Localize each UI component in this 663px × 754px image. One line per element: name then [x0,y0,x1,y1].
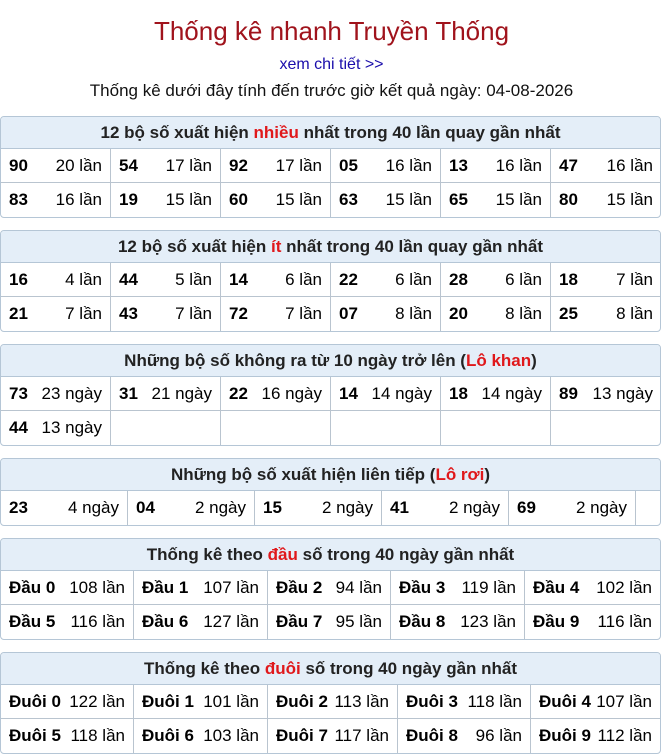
stat-cell [1,491,128,525]
stat-cell [268,685,398,719]
stat-number: 22 [229,383,248,403]
stat-cell [441,183,551,217]
lo-khan-header: Những bộ số không ra từ 10 ngày trở lên (Lô khan) [1,345,660,377]
page-title: Thống kê nhanh Truyền Thống [153,16,510,46]
stat-number: Đuôi 0 [9,691,61,711]
stat-number: 16 [9,269,28,289]
empty-cell [441,411,551,445]
stat-count: 7 lần [65,304,102,323]
stat-number: 43 [119,304,138,323]
stat-count: 119 lần [461,577,516,597]
stat-cell [1,183,111,217]
stat-number: Đuôi 7 [276,726,328,745]
stat-number: 89 [559,383,578,403]
stat-cell [128,491,255,525]
stat-count: 2 ngày [194,498,246,517]
stat-number: 63 [339,190,358,209]
dau-header: Thống kê theo đầu số trong 40 ngày gần nhất [1,539,660,571]
stat-cell [441,149,551,183]
stat-cell [331,377,441,411]
stat-count: 107 lần [596,691,652,711]
stat-count: 108 lần [69,577,125,597]
stat-count: 15 lần [606,190,653,209]
stat-count: 16 lần [385,155,432,175]
stat-cell [111,297,221,331]
stat-number: Đầu 1 [142,577,189,597]
stat-number: 18 [559,269,578,289]
stat-count: 7 lần [175,304,212,323]
stat-cell [551,297,661,331]
stat-count: 7 lần [616,269,653,289]
stat-count: 101 lần [203,691,259,711]
stat-count: 94 lần [335,577,382,597]
empty-cell [551,411,661,445]
stat-cell [398,685,531,719]
stat-number: Đầu 2 [276,577,323,597]
stat-cell [551,183,661,217]
stat-cell [268,571,391,605]
duoi-grid [1,685,660,753]
stat-cell [134,685,268,719]
stat-number: 44 [9,418,28,437]
stat-count: 15 lần [495,190,542,209]
stat-number: 19 [119,190,138,209]
stat-cell [1,377,111,411]
stat-count: 112 lần [597,726,652,745]
stat-number: 05 [339,155,358,175]
stat-number: 22 [339,269,358,289]
stat-number: 20 [449,304,468,323]
stat-count: 16 ngày [261,383,322,403]
stat-cell [111,263,221,297]
lo-roi-panel [0,458,661,526]
stat-count: 127 lần [203,612,259,631]
stat-number: 69 [517,498,536,517]
stat-cell [382,491,509,525]
stat-count: 5 lần [175,269,212,289]
stat-cell [221,183,331,217]
stat-cell [551,263,661,297]
stat-number: 80 [559,190,578,209]
stat-cell [221,149,331,183]
stat-cell [1,149,111,183]
stat-cell [255,491,382,525]
page-subtitle: Thống kê dưới đây tính đến trước giờ kết quả ngày: 04-08-2026 [89,81,574,100]
details-link[interactable]: xem chi tiết >> [279,56,384,73]
stat-count: 23 ngày [41,383,102,403]
stat-count: 13 ngày [41,418,102,437]
most-frequent-header: 12 bộ số xuất hiện nhiều nhất trong 40 lần quay gần nhất [1,117,660,149]
stat-cell [391,571,525,605]
stat-number: 15 [263,498,282,517]
stat-cell [391,605,525,639]
stat-count: 14 ngày [481,383,542,403]
stat-number: Đầu 8 [399,612,446,631]
stat-count: 14 ngày [371,383,432,403]
lo-roi-grid [1,491,660,525]
most-frequent-grid [1,149,660,217]
stat-count: 4 ngày [67,498,119,517]
stat-number: 04 [136,498,155,517]
stat-count: 16 lần [606,155,653,175]
stat-cell [1,263,111,297]
stat-count: 103 lần [203,726,259,745]
stat-cell [331,149,441,183]
stat-count: 113 lần [334,691,389,711]
stat-cell [134,571,268,605]
stat-count: 117 lần [334,726,389,745]
stat-number: 54 [119,155,138,175]
stat-count: 15 lần [275,190,322,209]
stat-count: 16 lần [495,155,542,175]
stat-count: 15 lần [385,190,432,209]
stat-cell [1,411,111,445]
stat-number: Đầu 4 [533,577,580,597]
stat-cell [509,491,636,525]
stat-count: 17 lần [165,155,212,175]
lo-khan-grid [1,377,660,445]
stat-cell [531,719,660,753]
stat-number: Đuôi 2 [276,691,328,711]
stat-number: Đuôi 6 [142,726,194,745]
stat-number: Đầu 7 [276,612,323,631]
stat-number: 44 [119,269,138,289]
stat-number: Đuôi 1 [142,691,194,711]
empty-cell [331,411,441,445]
dau-panel [0,538,661,640]
stat-number: Đuôi 4 [539,691,591,711]
stat-count: 15 lần [165,190,212,209]
stat-cell [111,377,221,411]
stat-count: 17 lần [275,155,322,175]
stat-number: 73 [9,383,28,403]
stat-cell [134,719,268,753]
stat-count: 20 lần [55,155,102,175]
padding-cell [636,491,660,525]
stat-cell [525,605,660,639]
stat-number: Đầu 6 [142,612,189,631]
stat-number: Đầu 3 [399,577,446,597]
stat-cell [1,719,134,753]
stat-number: Đuôi 8 [406,726,458,745]
stat-count: 6 lần [285,269,322,289]
stat-number: 83 [9,190,28,209]
stat-count: 8 lần [616,304,653,323]
stat-count: 8 lần [395,304,432,323]
stat-count: 116 lần [597,612,652,631]
stat-count: 102 lần [596,577,652,597]
stat-cell [525,571,660,605]
stat-count: 107 lần [203,577,259,597]
stat-number: 60 [229,190,248,209]
stat-number: 90 [9,155,28,175]
stat-cell [1,297,111,331]
stat-cell [111,149,221,183]
stat-cell [331,263,441,297]
stat-count: 2 ngày [321,498,373,517]
stat-cell [134,605,268,639]
duoi-header: Thống kê theo đuôi số trong 40 ngày gần nhất [1,653,660,685]
stat-number: 47 [559,155,578,175]
stat-number: 23 [9,498,28,517]
stat-count: 4 lần [65,269,102,289]
stat-cell [268,719,398,753]
stat-cell [331,183,441,217]
stat-count: 2 ngày [575,498,627,517]
stat-count: 95 lần [335,612,382,631]
stat-count: 118 lần [467,691,522,711]
stat-cell [268,605,391,639]
stat-number: 18 [449,383,468,403]
stat-count: 16 lần [55,190,102,209]
lo-khan-panel [0,344,661,446]
stat-cell [111,183,221,217]
stat-count: 118 lần [70,726,125,745]
stat-cell [551,377,661,411]
stat-cell [441,263,551,297]
stat-number: Đầu 0 [9,577,56,597]
stat-count: 116 lần [70,612,125,631]
stat-number: 28 [449,269,468,289]
stat-count: 21 ngày [151,383,212,403]
stat-number: 65 [449,190,468,209]
stat-number: 41 [390,498,409,517]
stat-number: 14 [229,269,248,289]
stat-number: 21 [9,304,28,323]
stat-number: 72 [229,304,248,323]
stat-cell [221,263,331,297]
stat-number: Đuôi 9 [539,726,591,745]
stat-number: Đầu 9 [533,612,580,631]
stat-count: 8 lần [505,304,542,323]
stat-cell [551,149,661,183]
stat-cell [441,377,551,411]
stat-number: Đầu 5 [9,612,56,631]
stat-count: 123 lần [460,612,516,631]
stat-number: 14 [339,383,358,403]
stat-number: 25 [559,304,578,323]
least-frequent-panel [0,230,661,332]
stat-count: 2 ngày [448,498,500,517]
stat-cell [441,297,551,331]
stat-cell [1,605,134,639]
stat-count: 96 lần [475,726,522,745]
stat-count: 6 lần [505,269,542,289]
stat-cell [531,685,660,719]
most-frequent-panel [0,116,661,218]
stat-number: 13 [449,155,468,175]
stat-number: Đuôi 5 [9,726,61,745]
stat-cell [398,719,531,753]
empty-cell [221,411,331,445]
stat-count: 13 ngày [592,383,653,403]
lo-roi-header: Những bộ số xuất hiện liên tiếp (Lô rơi) [1,459,660,491]
stat-count: 122 lần [69,691,125,711]
stat-number: 92 [229,155,248,175]
stat-cell [1,685,134,719]
stat-count: 6 lần [395,269,432,289]
empty-cell [111,411,221,445]
least-frequent-grid [1,263,660,331]
dau-grid [1,571,660,639]
stat-number: 31 [119,383,138,403]
stat-cell [221,377,331,411]
least-frequent-header: 12 bộ số xuất hiện ít nhất trong 40 lần quay gần nhất [1,231,660,263]
duoi-panel [0,652,661,754]
stat-number: 07 [339,304,358,323]
stat-cell [221,297,331,331]
stat-cell [331,297,441,331]
stat-number: Đuôi 3 [406,691,458,711]
stat-cell [1,571,134,605]
stat-count: 7 lần [285,304,322,323]
